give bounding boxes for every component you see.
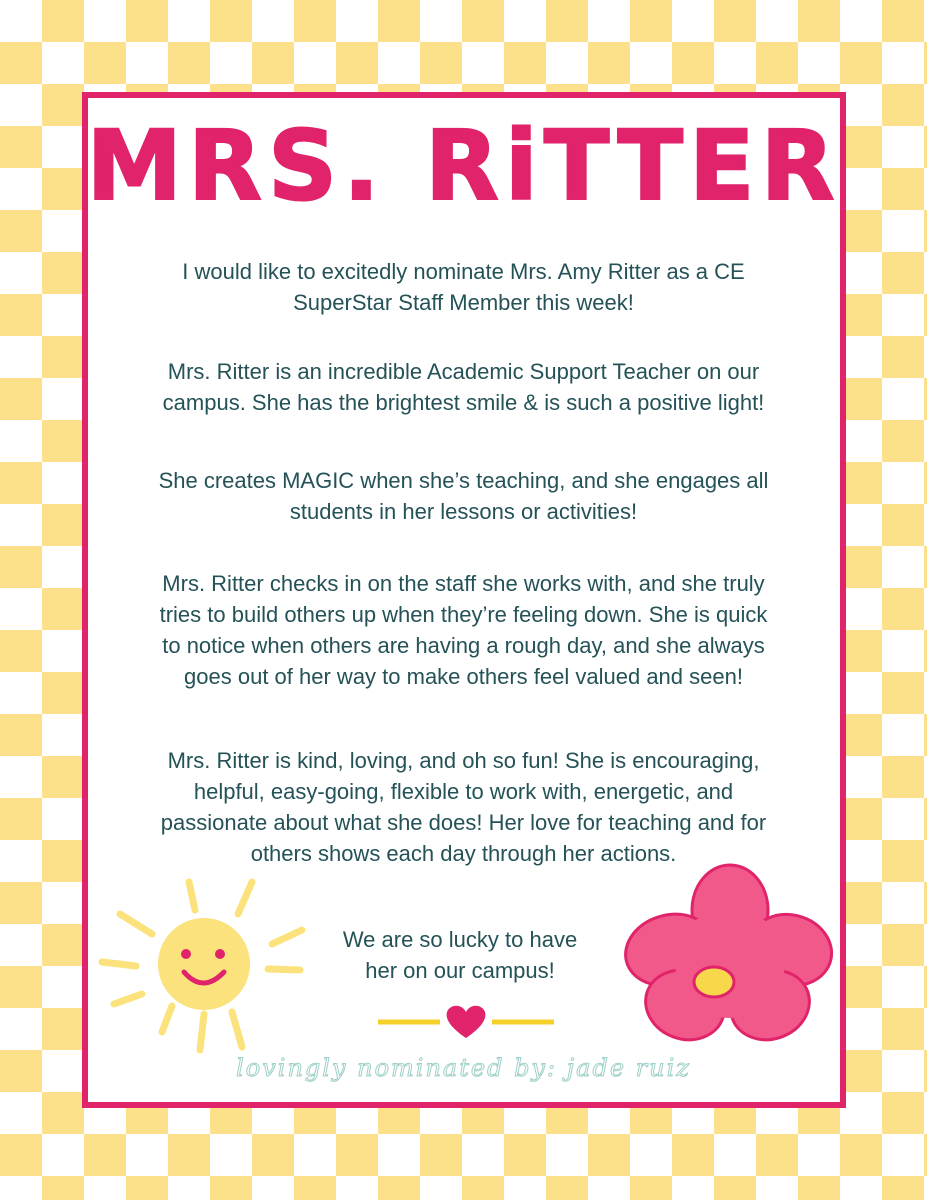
heart-icon: [447, 1006, 486, 1038]
text-line: students in her lessons or activities!: [289, 499, 638, 524]
text-line: others shows each day through her actions.: [250, 841, 677, 866]
sun-icon: [92, 872, 322, 1082]
text-line: Mrs. Ritter is an incredible Academic Support Teacher on our: [167, 359, 760, 384]
text-line: tries to build others up when they’re feeling down. She is quick: [159, 602, 768, 627]
signature: lovingly nominated by: jade ruiz: [236, 1054, 691, 1082]
paragraph-qualities: [0, 745, 927, 869]
paragraph-magic: [0, 465, 927, 527]
text-line: to notice when others are having a rough day, and she always: [162, 633, 765, 658]
paragraph-support: [0, 568, 927, 692]
text-line: She creates MAGIC when she’s teaching, and she engages all: [158, 468, 769, 493]
heart-divider: [378, 1002, 554, 1042]
text-line: SuperStar Staff Member this week!: [293, 290, 634, 315]
text-line: helpful, easy-going, flexible to work with, energetic, and: [193, 779, 734, 804]
paragraph-intro: [0, 256, 927, 318]
text-line: campus. She has the brightest smile & is such a positive light!: [162, 390, 765, 415]
text-line: Mrs. Ritter is kind, loving, and oh so fun! She is encouraging,: [167, 748, 760, 773]
paragraph-role: [0, 356, 927, 418]
text-line: her on our campus!: [365, 958, 555, 983]
text-line: passionate about what she does! Her love for teaching and for: [160, 810, 767, 835]
closing-message: [300, 924, 620, 986]
text-line: Mrs. Ritter checks in on the staff she works with, and she truly: [162, 571, 765, 596]
page-title: MRS. RiTTER: [86, 110, 841, 222]
flower-icon: [610, 855, 840, 1055]
text-line: We are so lucky to have: [342, 927, 578, 952]
text-line: I would like to excitedly nominate Mrs. Amy Ritter as a CE: [182, 259, 745, 284]
text-line: goes out of her way to make others feel valued and seen!: [184, 664, 743, 689]
